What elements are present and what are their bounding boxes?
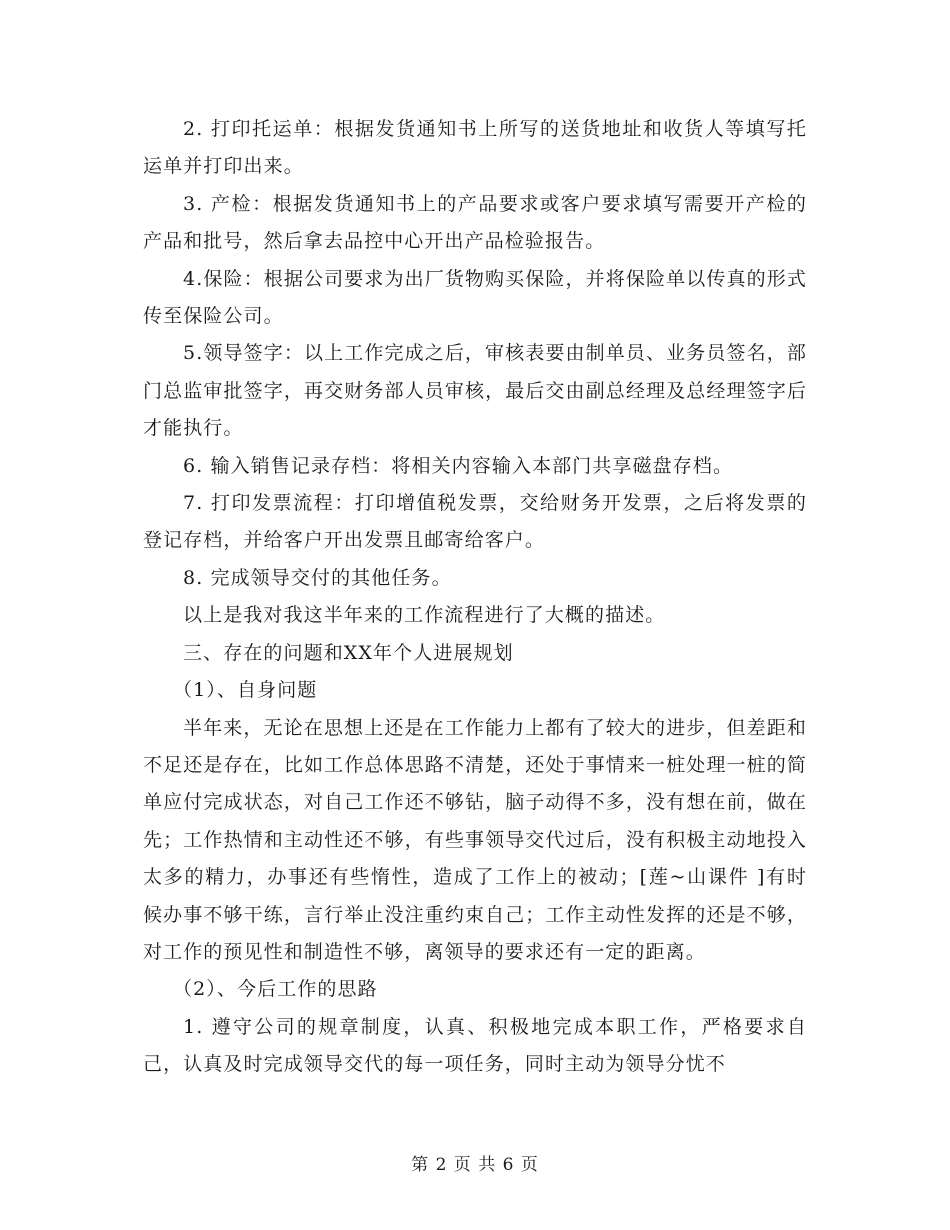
paragraph-item-3-product-inspection: 3. 产检：根据发货通知书上的产品要求或客户要求填写需要开产检的产品和批号，然后拿去品控中心开出产品检验报告。 [143, 192, 807, 253]
paragraph-summary: 以上是我对我这半年来的工作流程进行了大概的描述。 [183, 604, 666, 627]
paragraph-item-5-leader-signature: 5.领导签字：以上工作完成之后，审核表要由制单员、业务员签名，部门总监审批签字，再交财务部人员审核，最后交由副总经理及总经理签字后才能执行。 [143, 342, 807, 440]
page-number-footer: 第 2 页 共 6 页 [411, 1155, 539, 1175]
paragraph-item-8-other-tasks: 8. 完成领导交付的其他任务。 [183, 566, 452, 589]
document-body [143, 111, 807, 1084]
paragraph-future-item-1: 1. 遵守公司的规章制度，认真、积极地完成本职工作，严格要求自己，认真及时完成领导交代的每一项任务，同时主动为领导分忧不 [143, 1015, 807, 1076]
subheading-self-problems: （1）、自身问题 [173, 679, 318, 702]
paragraph-item-4-insurance: 4.保险：根据公司要求为出厂货物购买保险，并将保险单以传真的形式传至保险公司。 [143, 267, 807, 328]
paragraph-item-2-print-waybill: 2. 打印托运单：根据发货通知书上所写的送货地址和收货人等填写托运单并打印出来。 [143, 118, 807, 178]
paragraph-item-7-invoice-process: 7. 打印发票流程：打印增值税发票，交给财务开发票，之后将发票的登记存档，并给客户开出发票且邮寄给客户。 [143, 492, 807, 552]
paragraph-self-problems: 半年来，无论在思想上还是在工作能力上都有了较大的进步，但差距和不足还是存在，比如工作总体思路不清楚，还处于事情来一桩处理一桩的简单应付完成状态，对自己工作还不够钻，脑子动得不多，没有想在前，做在先；工作热情和主动性还不够，有些事领导交代过后，没有积极主动地投入太多的精力，办事还有些惰性，造成了工作上的被动；[莲~山课件 ]有时候办事不够干练，言行举止没注重约束自己；工作主动性发挥的还是不够，对工作的预见性和制造性不够，离领导的要求还有一定的距离。 [143, 716, 807, 963]
subheading-future-work: （2）、今后工作的思路 [173, 978, 378, 1001]
section-heading-problems-plan: 三、存在的问题和XX年个人进展规划 [183, 641, 514, 664]
paragraph-item-6-sales-record: 6. 输入销售记录存档：将相关内容输入本部门共享磁盘存档。 [183, 454, 734, 477]
